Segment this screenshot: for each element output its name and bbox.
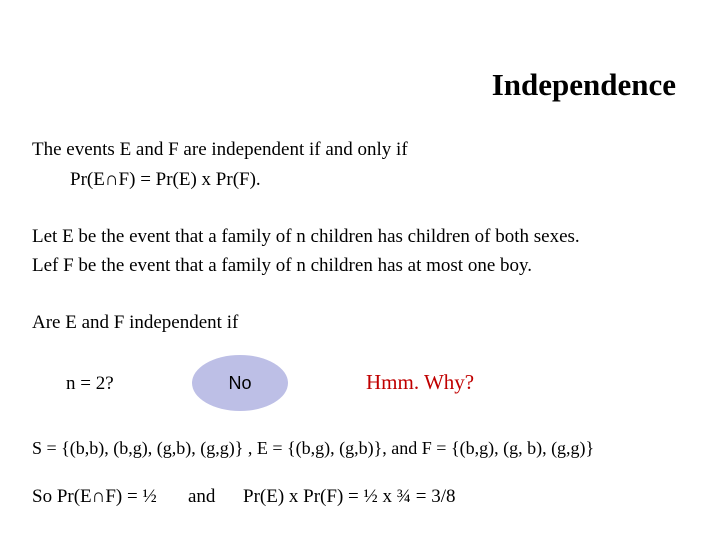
answer-oval [192,355,288,411]
event-e-definition: Let E be the event that a family of n children has children of both sexes. [32,226,580,247]
conclusion-part-2: Pr(E) x Pr(F) = ½ x ¾ = 3/8 [243,486,456,507]
question-text: Are E and F independent if [32,312,239,333]
conclusion-connector: and [188,486,216,507]
sets-line: S = {(b,b), (b,g), (g,b), (g,g)} , E = {(b,g), (g,b)}, and F = {(b,g), (g, b), (g,g)} [32,438,595,458]
slide-title: Independence [491,67,676,102]
conclusion-part-1: So Pr(E∩F) = ½ [32,486,157,507]
definition-formula: Pr(E∩F) = Pr(E) x Pr(F). [70,169,261,190]
answer-text: No [228,372,252,393]
event-f-definition: Lef F be the event that a family of n children has at most one boy. [32,255,533,276]
definition-line-1: The events E and F are independent if and only if [32,139,408,160]
remark-text: Hmm. Why? [366,370,475,394]
case-label: n = 2? [66,373,114,394]
